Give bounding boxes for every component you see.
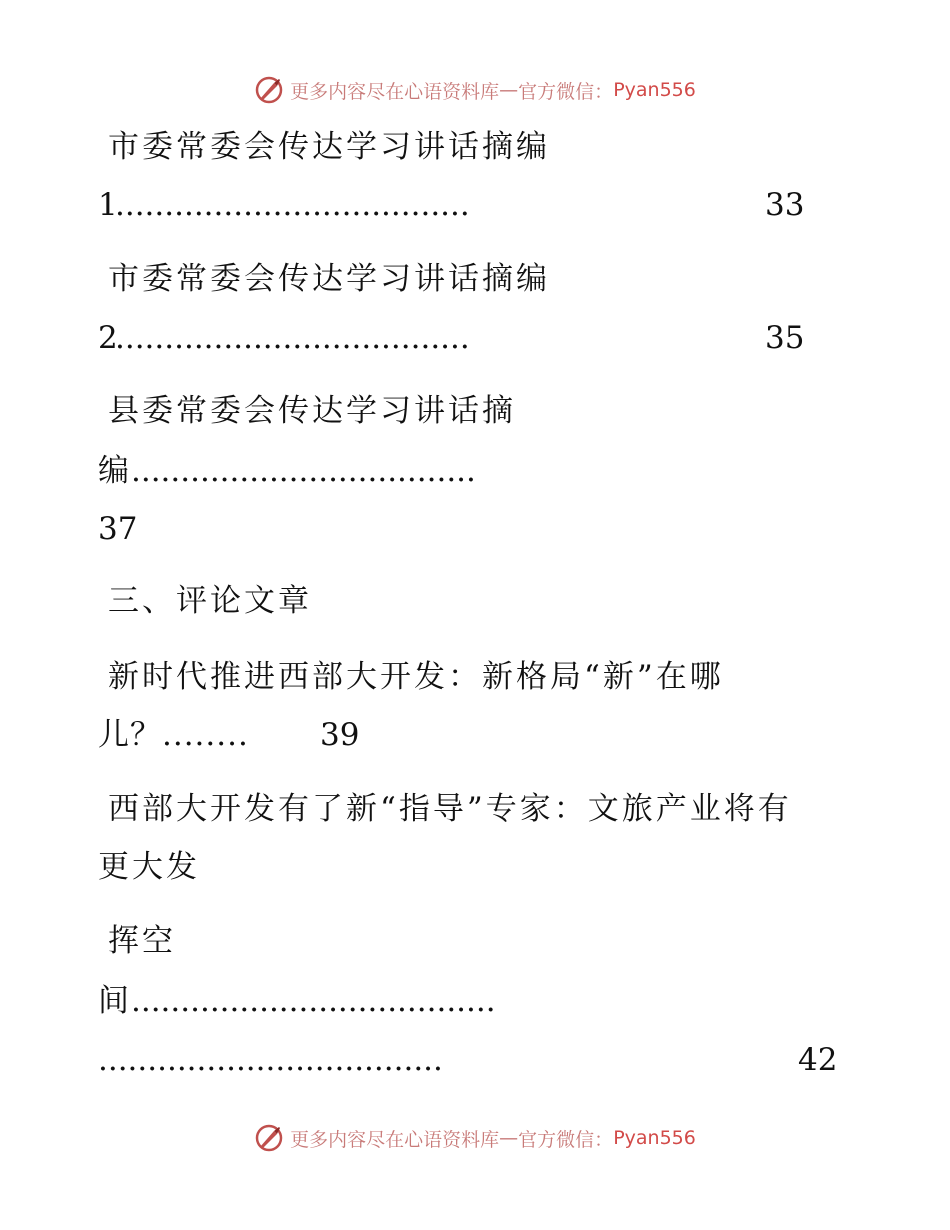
- watermark-wechat-id: Pyan556: [613, 1127, 696, 1149]
- toc-page-number: 35: [765, 320, 805, 356]
- toc-leader-dots: ....................................: [115, 187, 470, 223]
- toc-entry-title: 市委常委会传达学习讲话摘编: [108, 129, 550, 165]
- toc-entry-continuation: 更大发: [98, 849, 200, 885]
- toc-entry-continuation: 挥空: [108, 923, 176, 959]
- toc-page-number: 33: [765, 187, 805, 223]
- toc-entry-title: 西部大开发有了新“指导”专家：文旅产业将有: [108, 791, 792, 827]
- toc-leader-dots: ...................................: [131, 453, 476, 489]
- watermark-text: 更多内容尽在心语资料库: [290, 1128, 500, 1151]
- watermark-separator: —: [499, 1127, 519, 1149]
- watermark-banner-top: [0, 70, 950, 110]
- watermark-text: 更多内容尽在心语资料库: [290, 80, 500, 103]
- quill-logo-icon: [254, 75, 284, 105]
- watermark-wechat-id: Pyan556: [613, 79, 696, 101]
- toc-entry-continuation: 间: [98, 983, 129, 1019]
- quill-logo-icon: [254, 1123, 284, 1153]
- toc-entry-title: 县委常委会传达学习讲话摘: [108, 393, 516, 429]
- toc-entry-title: 新时代推进西部大开发：新格局“新”在哪: [108, 659, 724, 695]
- toc-entry-continuation: 编: [98, 453, 129, 489]
- toc-entry-number: 1: [98, 187, 118, 223]
- toc-page-number: 37: [98, 511, 138, 547]
- toc-leader-dots: .....................................: [131, 983, 496, 1019]
- toc-entry-continuation: 儿？........: [98, 717, 249, 753]
- toc-entry-title: 市委常委会传达学习讲话摘编: [108, 261, 550, 297]
- toc-page-number: 39: [320, 717, 360, 753]
- toc-leader-dots: ....................................: [115, 320, 470, 356]
- section-heading: 三、评论文章: [108, 583, 312, 619]
- watermark-banner-bottom: [0, 1118, 950, 1158]
- watermark-separator: —: [499, 79, 519, 101]
- watermark-wechat-label: 官方微信：: [518, 1128, 614, 1151]
- toc-leader-dots: ...................................: [98, 1042, 443, 1078]
- toc-entry-number: 2: [98, 320, 118, 356]
- watermark-wechat-label: 官方微信：: [518, 80, 614, 103]
- toc-page-number: 42: [798, 1042, 838, 1078]
